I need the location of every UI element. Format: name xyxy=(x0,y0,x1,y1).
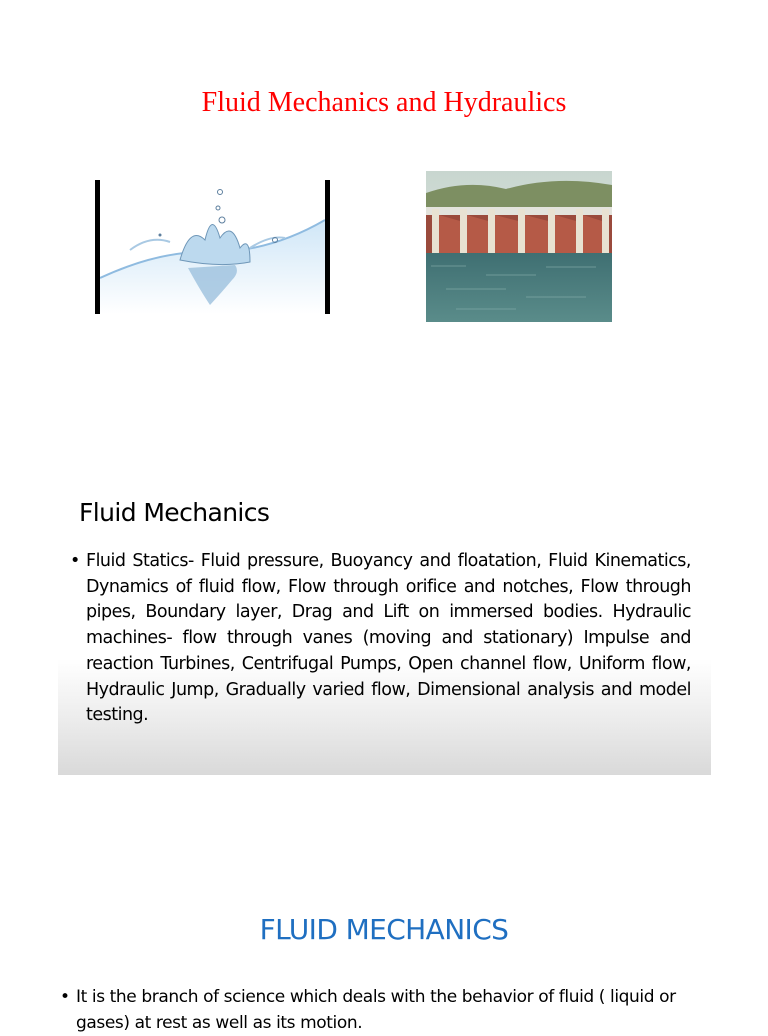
syllabus-heading: Fluid Mechanics xyxy=(79,498,270,527)
slide-title: Fluid Mechanics and Hydraulics xyxy=(201,87,567,118)
syllabus-text: Fluid Statics- Fluid pressure, Buoyancy and floatation, Fluid Kinematics, Dynamics of fluid flow, Flow through orifice and notches, Flow through pipes, Boundary layer, Drag and Lift on immersed bodies. Hydraulic machines- flow through vanes (moving and stationary) Impulse and reaction Turbines, Centrifugal Pumps, Open channel flow, Uniform flow, Hydraulic Jump, Gradually varied flow, Dimensional analysis and model testing. xyxy=(86,551,691,726)
bullet-icon: • xyxy=(70,551,80,571)
definition-text: It is the branch of science which deals with the behavior of fluid ( liquid or gases) at rest as well as its motion. xyxy=(76,987,676,1033)
syllabus-bullet-item xyxy=(70,549,691,729)
water-splash-image xyxy=(95,180,330,314)
definition-bullet-item xyxy=(60,984,716,1036)
bullet-icon: • xyxy=(60,987,70,1007)
section-title: FLUID MECHANICS xyxy=(259,913,509,946)
syllabus-excerpt xyxy=(58,485,711,775)
dam-image xyxy=(426,171,612,322)
